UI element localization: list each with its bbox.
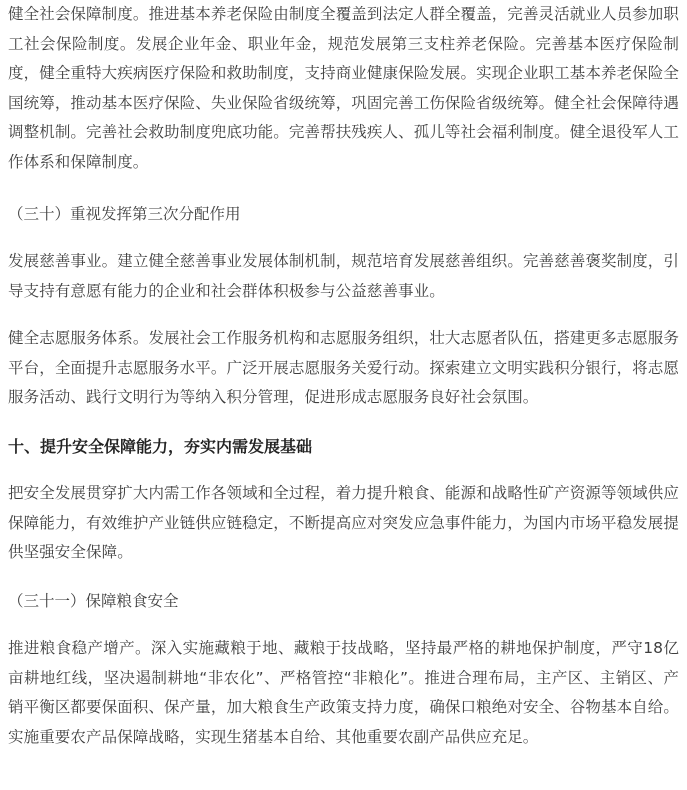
paragraph-charity: 发展慈善事业。建立健全慈善事业发展体制机制，规范培育发展慈善组织。完善慈善褒奖制度，引导支持有意愿有能力的企业和社会群体积极参与公益慈善事业。 (8, 252, 679, 300)
subheading-food-security: （三十一）保障粮食安全 (8, 592, 179, 610)
paragraph-security-intro: 把安全发展贯穿扩大内需工作各领域和全过程，着力提升粮食、能源和战略性矿产资源等领域供应保障能力，有效维护产业链供应链稳定，不断提高应对突发应急事件能力，为国内市场平稳发展提供坚强安全保障。 (8, 484, 679, 561)
section-heading-security: 十、提升安全保障能力，夯实内需发展基础 (8, 437, 313, 456)
paragraph-volunteer: 健全志愿服务体系。发展社会工作服务机构和志愿服务组织，壮大志愿者队伍，搭建更多志愿服务平台，全面提升志愿服务水平。广泛开展志愿服务关爱行动。探索建立文明实践积分银行，将志愿服务活动、践行文明行为等纳入积分管理，促进形成志愿服务良好社会氛围。 (8, 329, 679, 406)
subheading-third-distribution: （三十）重视发挥第三次分配作用 (8, 205, 241, 223)
paragraph-social-security: 健全社会保障制度。推进基本养老保险由制度全覆盖到法定人群全覆盖，完善灵活就业人员参加职工社会保险制度。发展企业年金、职业年金，规范发展第三支柱养老保险。完善基本医疗保险制度，健全重特大疾病医疗保险和救助制度，支持商业健康保险发展。实现企业职工基本养老保险全国统筹，推动基本医疗保险、失业保险省级统筹，巩固完善工伤保险省级统筹。健全社会保障待遇调整机制。完善社会救助制度兜底功能。完善帮扶残疾人、孤儿等社会福利制度。健全退役军人工作体系和保障制度。 (8, 5, 679, 171)
paragraph-grain-production: 推进粮食稳产增产。深入实施藏粮于地、藏粮于技战略，坚持最严格的耕地保护制度，严守18亿亩耕地红线，坚决遏制耕地“非农化”、严格管控“非粮化”。推进合理布局，主产区、主销区、产销平衡区都要保面积、保产量，加大粮食生产政策支持力度，确保口粮绝对安全、谷物基本自给。实施重要农产品保障战略，实现生猪基本自给、其他重要农副产品供应充足。 (8, 639, 679, 746)
